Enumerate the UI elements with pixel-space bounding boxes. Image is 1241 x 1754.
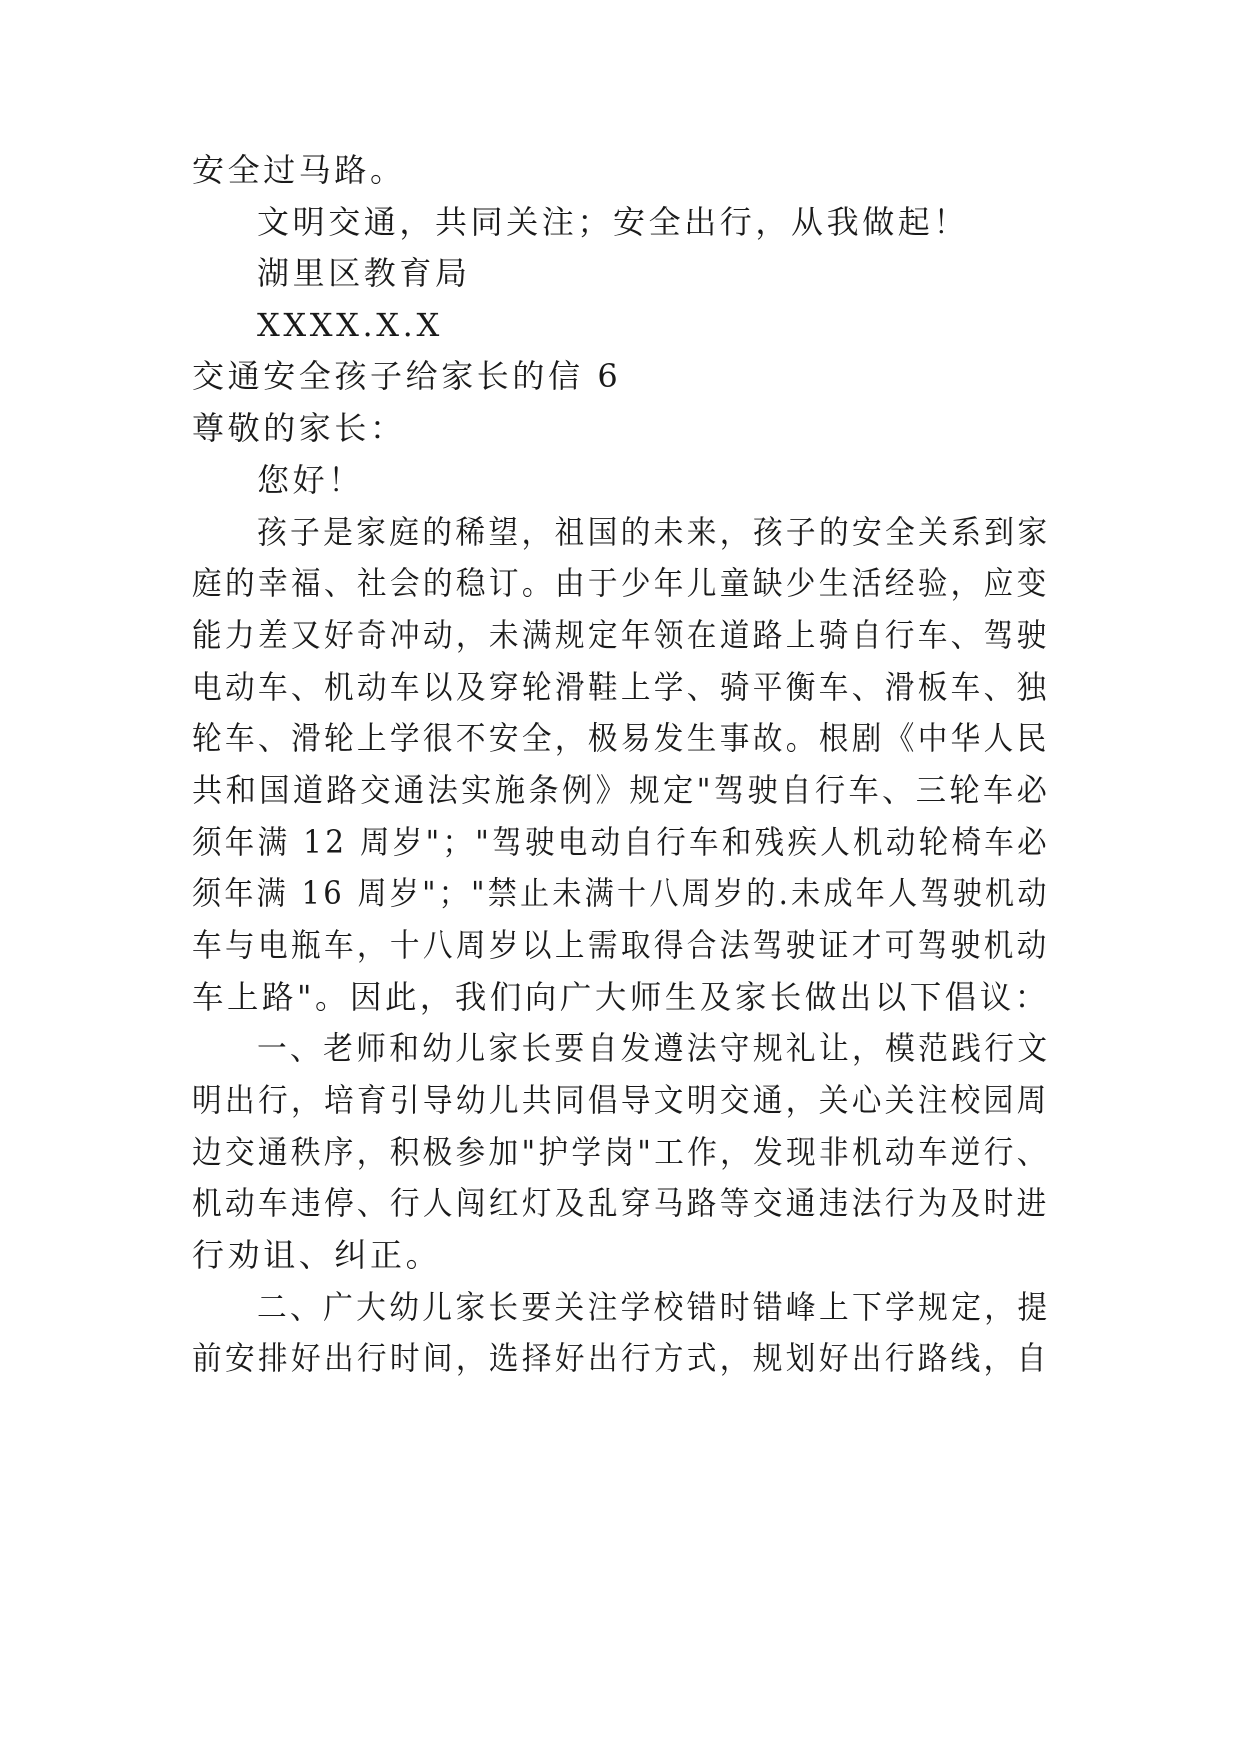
body-text-line: 明出行，培育引导幼儿共同倡导文明交通，关心关注校园周	[192, 1081, 1050, 1119]
body-text-line: 机动车违停、行人闯红灯及乱穿马路等交通违法行为及时进	[192, 1184, 1050, 1222]
body-text-line: 车与电瓶车，十八周岁以上需取得合法驾驶证才可驾驶机动	[192, 926, 1050, 964]
body-text-line: 能力差又好奇冲动，未满规定年领在道路上骑自行车、驾驶	[192, 616, 1050, 654]
signature-org: 湖里区教育局	[257, 254, 471, 292]
body-text-line: 须年满 16 周岁"；"禁止未满十八周岁的.未成年人驾驶机动	[192, 874, 1050, 912]
body-text-line: 须年满 12 周岁"；"驾驶电动自行车和残疾人机动轮椅车必	[192, 823, 1050, 861]
body-text-line: 电动车、机动车以及穿轮滑鞋上学、骑平衡车、滑板车、独	[192, 668, 1050, 706]
body-text-line: 车上路"。因此，我们向广大师生及家长做出以下倡议：	[192, 978, 1050, 1016]
letter-title: 交通安全孩子给家长的信 6	[192, 357, 622, 395]
body-text-line: 庭的幸福、社会的稳订。由于少年儿童缺少生活经验，应变	[192, 564, 1050, 602]
body-text-line: 轮车、滑轮上学很不安全，极易发生事故。根剧《中华人民	[192, 719, 1050, 757]
body-text-line: 共和国道路交通法实施条例》规定"驾驶自行车、三轮车必	[192, 771, 1051, 809]
body-text-line: 二、广大幼儿家长要关注学校错时错峰上下学规定，提	[257, 1288, 1051, 1326]
body-text-line: 安全过马路。	[192, 151, 406, 189]
body-text-line: 一、老师和幼儿家长要自发遵法守规礼让，模范践行文	[257, 1029, 1051, 1067]
body-text-line: 行劝诅、纠正。	[192, 1236, 442, 1274]
body-text-line: 前安排好出行时间，选择好出行方式，规划好出行路线，自	[192, 1339, 1050, 1377]
greeting: 您好！	[257, 461, 364, 499]
body-text-line: 边交通秩序，积极参加"护学岗"工作，发现非机动车逆行、	[192, 1133, 1050, 1171]
slogan-line: 文明交通，共同关注；安全出行，从我做起！	[257, 203, 970, 241]
body-text-line: 孩子是家庭的稀望，祖国的未来，孩子的安全关系到家	[257, 513, 1051, 551]
salutation: 尊敬的家长：	[192, 409, 406, 447]
signature-date: XXXX.X.X	[257, 306, 443, 344]
